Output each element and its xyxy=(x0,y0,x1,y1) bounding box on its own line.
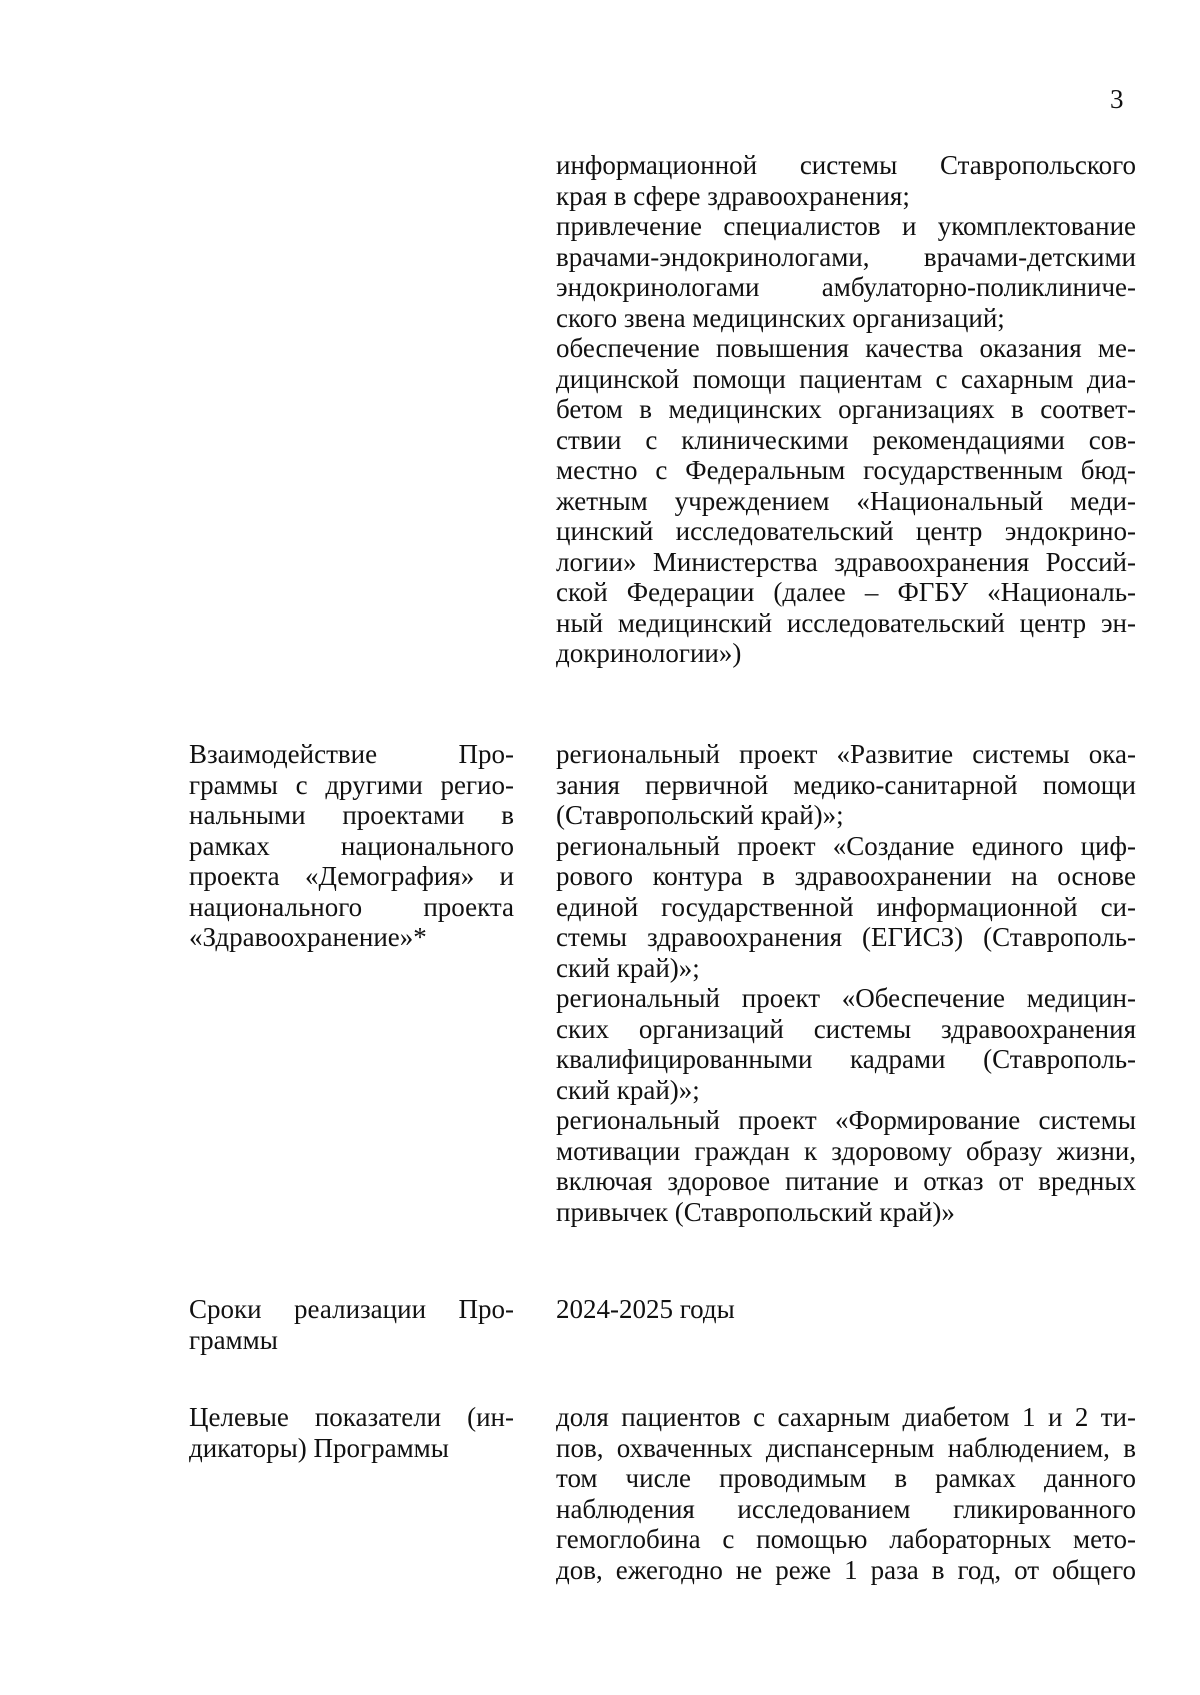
text-line: Сроки реализации Про- xyxy=(189,1294,514,1324)
text-line: обеспечение повышения качества оказания ме- xyxy=(556,333,1136,363)
block-1-left-label xyxy=(189,739,514,953)
text-line: края в сфере здравоохранения; xyxy=(556,180,910,211)
block-1-right-text xyxy=(556,739,1136,1227)
text-line: логии» Министерства здравоохранения Россий- xyxy=(556,546,1136,577)
text-line: врачами-эндокринологами, врачами-детскими xyxy=(556,241,1136,272)
text-line: региональный проект «Создание единого циф- xyxy=(556,830,1136,861)
text-line: местно с Федеральным государственным бюд- xyxy=(556,455,1136,485)
text-line: граммы с другими регио- xyxy=(189,769,514,800)
text-line: дов, ежегодно не реже 1 раза в год, от общего xyxy=(556,1554,1136,1585)
text-line: информационной системы Ставропольского xyxy=(556,150,1136,180)
block-3-right-text xyxy=(556,1402,1136,1585)
text-line: цинский исследовательский центр эндокрино- xyxy=(556,516,1136,546)
block-2-right-text xyxy=(556,1294,1136,1325)
text-line: стемы здравоохранения (ЕГИСЗ) (Ставрополь- xyxy=(556,922,1136,952)
block-0-right-text xyxy=(556,150,1136,669)
text-line: дицинской помощи пациентам с сахарным диа- xyxy=(556,363,1136,394)
text-line: пов, охваченных диспансерным наблюдением, в xyxy=(556,1432,1136,1463)
text-line: рового контура в здравоохранении на основе xyxy=(556,861,1136,891)
text-line: ный медицинский исследовательский центр эн- xyxy=(556,607,1136,638)
text-line: национального проекта xyxy=(189,891,514,922)
text-line: дикаторы) Программы xyxy=(189,1432,449,1463)
text-line: ской Федерации (далее – ФГБУ «Националь- xyxy=(556,577,1136,607)
text-line: ствии с клиническими рекомендациями сов- xyxy=(556,424,1136,455)
text-line: мотивации граждан к здоровому образу жизни, xyxy=(556,1135,1136,1166)
text-line: привычек (Ставропольский край)» xyxy=(556,1196,955,1227)
text-line: ских организаций системы здравоохранения xyxy=(556,1013,1136,1044)
text-line: бетом в медицинских организациях в соответ- xyxy=(556,394,1136,424)
text-line: рамках национального xyxy=(189,830,514,861)
text-line: региональный проект «Развитие системы ока- xyxy=(556,739,1136,769)
text-line: 2024-2025 годы xyxy=(556,1294,735,1324)
text-line: Взаимодействие Про- xyxy=(189,739,514,769)
page-number: 3 xyxy=(1110,84,1124,114)
text-line: ский край)»; xyxy=(556,952,700,983)
text-line: том числе проводимым в рамках данного xyxy=(556,1463,1136,1493)
text-line: квалифицированными кадрами (Ставрополь- xyxy=(556,1044,1136,1074)
text-line: включая здоровое питание и отказ от вредных xyxy=(556,1166,1136,1196)
text-line: зания первичной медико-санитарной помощи xyxy=(556,769,1136,800)
text-line: ского звена медицинских организаций; xyxy=(556,302,1005,333)
text-line: региональный проект «Формирование системы xyxy=(556,1105,1136,1135)
text-line: эндокринологами амбулаторно-поликлиниче- xyxy=(556,272,1136,302)
text-line: наблюдения исследованием гликированного xyxy=(556,1493,1136,1524)
text-line: нальными проектами в xyxy=(189,800,514,830)
text-line: Целевые показатели (ин- xyxy=(189,1402,514,1432)
text-line: докринологии») xyxy=(556,638,742,668)
text-line: гемоглобина с помощью лабораторных мето- xyxy=(556,1524,1136,1554)
text-line: доля пациентов с сахарным диабетом 1 и 2 ти- xyxy=(556,1402,1136,1432)
text-line: жетным учреждением «Национальный меди- xyxy=(556,485,1136,516)
block-3-left-label xyxy=(189,1402,514,1463)
text-line: привлечение специалистов и укомплектование xyxy=(556,211,1136,241)
text-line: «Здравоохранение»* xyxy=(189,922,427,952)
block-2-left-label xyxy=(189,1294,514,1355)
text-line: единой государственной информационной си- xyxy=(556,891,1136,922)
text-line: (Ставропольский край)»; xyxy=(556,800,844,830)
text-line: проекта «Демография» и xyxy=(189,861,514,891)
text-line: граммы xyxy=(189,1324,278,1355)
text-line: региональный проект «Обеспечение медицин- xyxy=(556,983,1136,1013)
text-line: ский край)»; xyxy=(556,1074,700,1105)
